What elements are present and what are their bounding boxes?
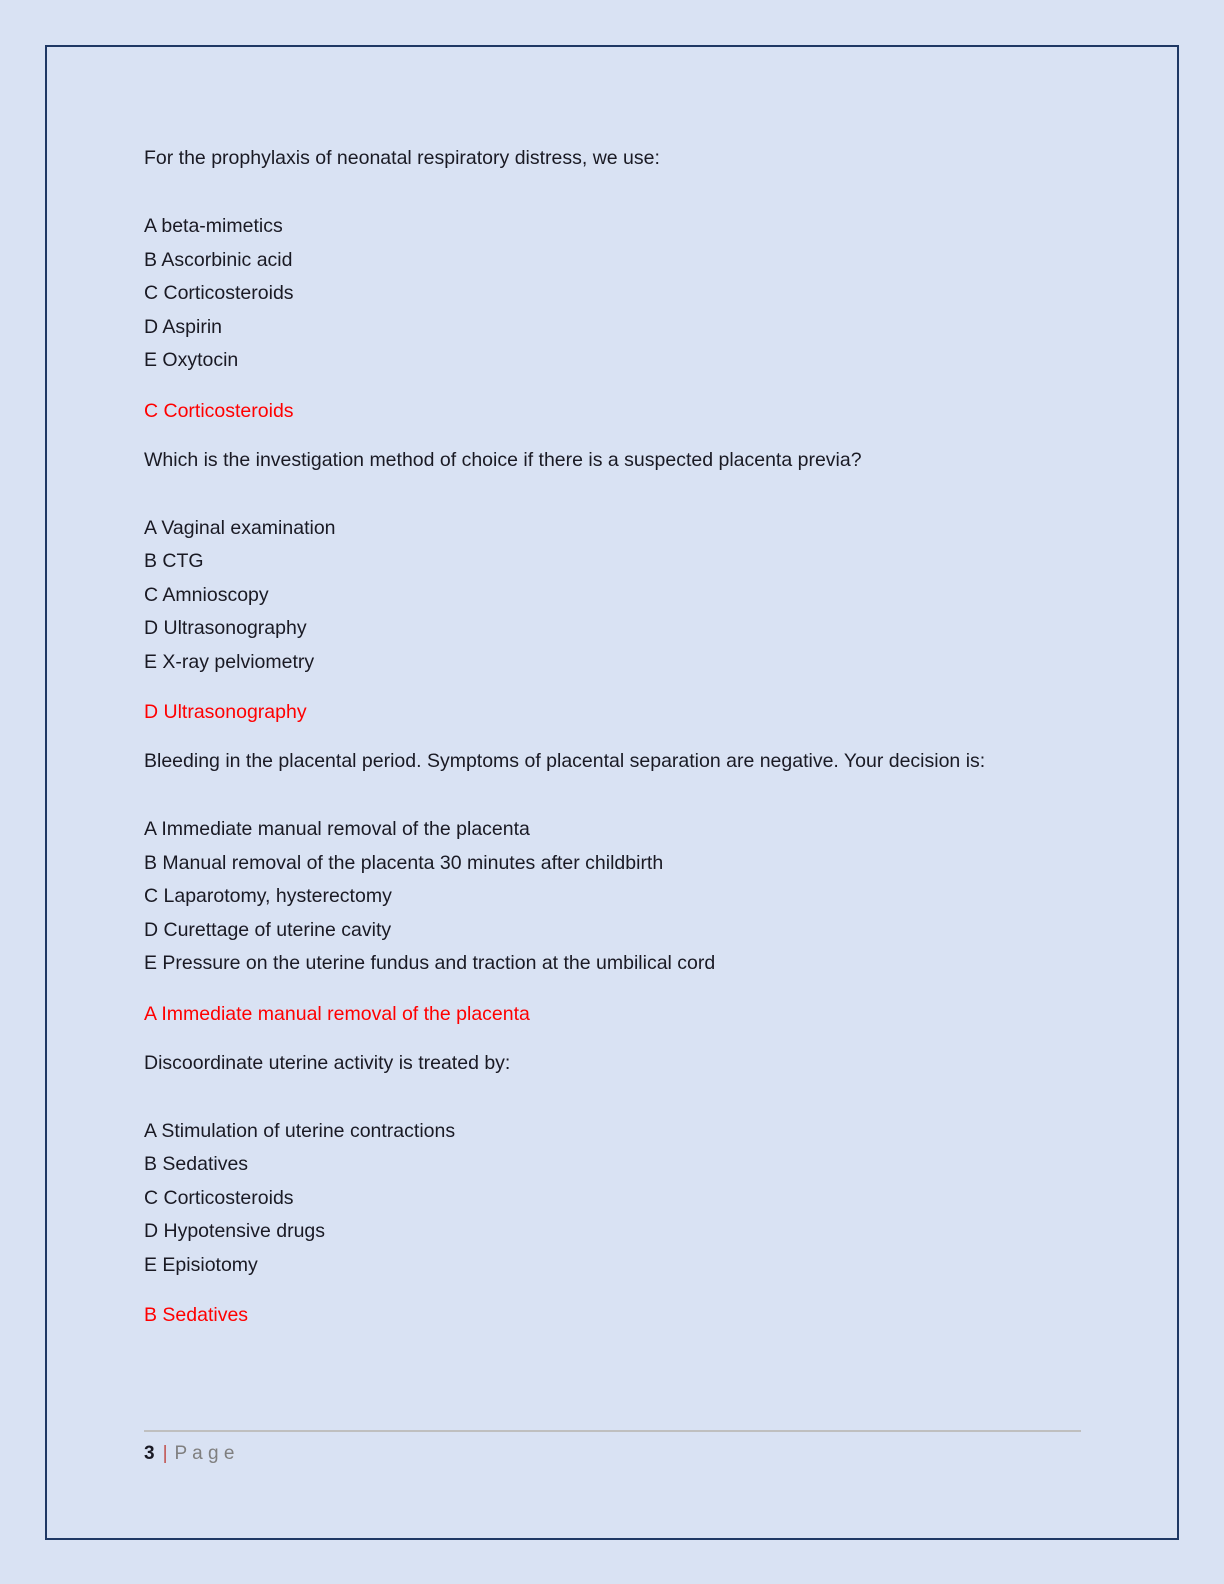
answer-option: C Laparotomy, hysterectomy [144,885,392,907]
correct-answer: C Corticosteroids [144,399,294,422]
options-list [144,210,1081,378]
answer-option: A Vaginal examination [144,516,336,539]
answer-option: B CTG [144,550,204,572]
question-prompt: Which is the investigation method of choice if there is a suspected placenta previa? [144,448,862,471]
answer-option: B Sedatives [144,1153,249,1175]
question-block-1 [144,142,1081,428]
question-block-3 [144,745,1081,1031]
footer-separator: | [162,1443,168,1464]
document-page [45,45,1179,1540]
answer-option: C Corticosteroids [144,1186,294,1209]
footer-text [144,1442,1081,1466]
question-prompt: Discoordinate uterine activity is treated by: [144,1051,511,1074]
options-list [144,813,1081,981]
answer-option: A Immediate manual removal of the placenta [144,818,530,840]
answer-option: C Corticosteroids [144,282,294,304]
question-block-2 [144,444,1081,730]
correct-answer: D Ultrasonography [144,701,307,723]
answer-option: E Pressure on the uterine fundus and traction at the umbilical cord [144,952,716,974]
options-list [144,1115,1081,1283]
footer-rule [144,1430,1081,1432]
question-block-4 [144,1047,1081,1333]
questions-list [47,47,1177,1332]
answer-option: D Curettage of uterine cavity [144,918,392,941]
answer-option: E Oxytocin [144,349,239,371]
answer-option: A beta-mimetics [144,215,283,237]
page-footer [144,1430,1081,1466]
question-prompt: For the prophylaxis of neonatal respiratory distress, we use: [144,147,660,169]
answer-option: C Amnioscopy [144,583,269,606]
correct-answer: B Sedatives [144,1304,249,1326]
answer-option: E Episiotomy [144,1253,258,1276]
answer-option: A Stimulation of uterine contractions [144,1119,456,1142]
answer-option: D Hypotensive drugs [144,1220,326,1242]
footer-page-label: P a g e [174,1443,235,1464]
options-list [144,512,1081,680]
question-prompt: Bleeding in the placental period. Symptoms of placental separation are negative. Your decision is: [144,750,986,772]
page-number: 3 [144,1443,155,1464]
answer-option: D Ultrasonography [144,617,307,639]
answer-option: B Ascorbinic acid [144,248,293,271]
answer-option: E X-ray pelviometry [144,650,315,673]
correct-answer: A Immediate manual removal of the placenta [144,1002,530,1025]
answer-option: B Manual removal of the placenta 30 minutes after childbirth [144,851,664,874]
answer-option: D Aspirin [144,315,223,338]
